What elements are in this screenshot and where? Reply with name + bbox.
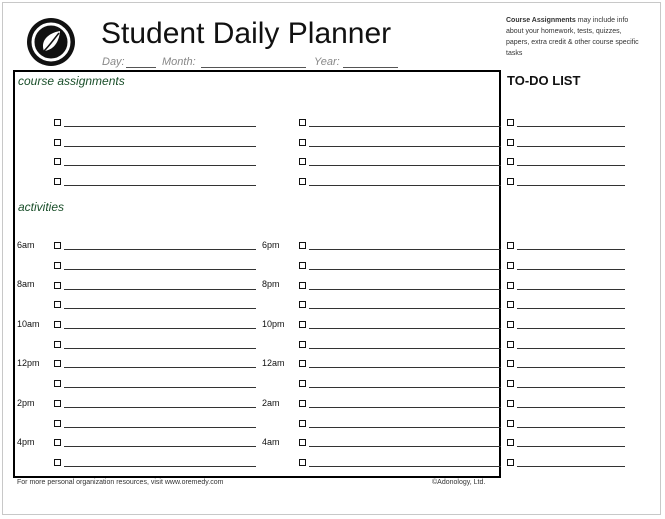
course-assignment-row [299,116,503,128]
activity-row [299,298,503,310]
write-line[interactable] [309,308,501,309]
checkbox-icon[interactable] [54,301,61,308]
write-line[interactable] [64,126,256,127]
checkbox-icon[interactable] [299,158,306,165]
write-line[interactable] [64,308,256,309]
course-assignment-row [54,116,258,128]
todo-row [507,338,627,350]
checkbox-icon[interactable] [299,119,306,126]
write-line[interactable] [309,126,501,127]
todo-row [507,397,627,409]
write-line[interactable] [517,289,625,290]
checkbox-icon[interactable] [299,400,306,407]
write-line[interactable] [517,185,625,186]
activity-row [54,357,258,369]
write-line[interactable] [517,328,625,329]
todo-row [507,436,627,448]
course-assignment-row [299,136,503,148]
time-label-left: 6am [17,240,35,250]
checkbox-icon[interactable] [507,459,514,466]
write-line[interactable] [517,269,625,270]
write-line[interactable] [64,466,256,467]
todo-row [507,318,627,330]
todo-row [507,298,627,310]
write-line[interactable] [64,289,256,290]
course-assignment-row [54,175,258,187]
course-assignment-row [54,155,258,167]
page-title: Student Daily Planner [101,17,392,50]
checkbox-icon[interactable] [54,459,61,466]
checkbox-icon[interactable] [507,360,514,367]
write-line[interactable] [517,427,625,428]
checkbox-icon[interactable] [299,439,306,446]
side-note-bold: Course Assignments [506,17,576,24]
checkbox-icon[interactable] [299,321,306,328]
course-assignment-row [299,175,503,187]
checkbox-icon[interactable] [507,139,514,146]
activity-row [299,417,503,429]
todo-list-heading: TO-DO LIST [507,73,581,88]
course-assignment-row [299,155,503,167]
write-line[interactable] [517,249,625,250]
time-label-right: 8pm [262,279,280,289]
checkbox-icon[interactable] [507,178,514,185]
todo-row [507,279,627,291]
activity-row [299,279,503,291]
month-label: Month: [162,56,196,68]
write-line[interactable] [309,249,501,250]
checkbox-icon[interactable] [299,262,306,269]
course-assignments-heading: course assignments [18,74,125,88]
checkbox-icon[interactable] [507,341,514,348]
checkbox-icon[interactable] [54,439,61,446]
course-assignment-row [54,136,258,148]
checkbox-icon[interactable] [54,262,61,269]
checkbox-icon[interactable] [507,282,514,289]
write-line[interactable] [64,387,256,388]
time-label-right: 2am [262,398,280,408]
year-label: Year: [314,56,340,68]
checkbox-icon[interactable] [54,139,61,146]
checkbox-icon[interactable] [299,341,306,348]
checkbox-icon[interactable] [54,400,61,407]
checkbox-icon[interactable] [507,380,514,387]
activity-row [54,318,258,330]
write-line[interactable] [64,165,256,166]
leaf-logo-icon [26,17,76,67]
checkbox-icon[interactable] [507,301,514,308]
time-label-right: 10pm [262,319,285,329]
write-line[interactable] [517,446,625,447]
checkbox-icon[interactable] [507,400,514,407]
checkbox-icon[interactable] [54,360,61,367]
activities-heading: activities [18,200,65,214]
write-line[interactable] [517,146,625,147]
checkbox-icon[interactable] [54,242,61,249]
time-label-right: 6pm [262,240,280,250]
checkbox-icon[interactable] [54,178,61,185]
write-line[interactable] [517,407,625,408]
write-line[interactable] [309,289,501,290]
activity-row [54,259,258,271]
checkbox-icon[interactable] [507,119,514,126]
todo-row [507,116,627,128]
write-line[interactable] [517,165,625,166]
activity-row [299,318,503,330]
todo-row [507,136,627,148]
checkbox-icon[interactable] [507,242,514,249]
write-line[interactable] [64,249,256,250]
write-line[interactable] [64,367,256,368]
write-line[interactable] [517,367,625,368]
write-line[interactable] [64,427,256,428]
checkbox-icon[interactable] [299,301,306,308]
checkbox-icon[interactable] [507,420,514,427]
write-line[interactable] [517,387,625,388]
activity-row [54,377,258,389]
write-line[interactable] [309,427,501,428]
write-line[interactable] [309,367,501,368]
todo-row [507,175,627,187]
activity-row [54,397,258,409]
write-line[interactable] [517,126,625,127]
activity-row [299,338,503,350]
todo-row [507,259,627,271]
activity-row [299,456,503,468]
time-label-left: 4pm [17,437,35,447]
time-label-left: 8am [17,279,35,289]
activity-row [299,377,503,389]
checkbox-icon[interactable] [507,439,514,446]
checkbox-icon[interactable] [299,282,306,289]
activity-row [54,338,258,350]
checkbox-icon[interactable] [299,380,306,387]
time-label-right: 12am [262,358,285,368]
time-label-left: 12pm [17,358,40,368]
write-line[interactable] [309,328,501,329]
todo-row [507,417,627,429]
checkbox-icon[interactable] [507,262,514,269]
checkbox-icon[interactable] [299,360,306,367]
write-line[interactable] [517,308,625,309]
write-line[interactable] [309,466,501,467]
activity-row [54,279,258,291]
write-line[interactable] [64,185,256,186]
checkbox-icon[interactable] [507,158,514,165]
todo-row [507,357,627,369]
activity-row [299,239,503,251]
write-line[interactable] [64,146,256,147]
todo-row [507,456,627,468]
todo-row [507,239,627,251]
activity-row [299,397,503,409]
activity-row [299,259,503,271]
checkbox-icon[interactable] [54,321,61,328]
write-line[interactable] [64,328,256,329]
todo-row [507,155,627,167]
write-line[interactable] [309,446,501,447]
checkbox-icon[interactable] [54,158,61,165]
checkbox-icon[interactable] [54,341,61,348]
write-line[interactable] [309,146,501,147]
footer-left: For more personal organization resources, visit www.oremedy.com [17,479,224,486]
checkbox-icon[interactable] [54,119,61,126]
write-line[interactable] [309,387,501,388]
checkbox-icon[interactable] [54,282,61,289]
side-note [506,15,646,59]
time-label-left: 2pm [17,398,35,408]
write-line[interactable] [517,466,625,467]
day-field[interactable] [126,67,156,68]
write-line[interactable] [309,269,501,270]
footer-right: ©Adonology, Ltd. [432,479,486,486]
todo-row [507,377,627,389]
write-line[interactable] [517,348,625,349]
write-line[interactable] [309,165,501,166]
write-line[interactable] [309,185,501,186]
write-line[interactable] [309,407,501,408]
checkbox-icon[interactable] [54,380,61,387]
write-line[interactable] [64,407,256,408]
day-label: Day: [102,56,125,68]
write-line[interactable] [64,348,256,349]
activity-row [299,436,503,448]
time-label-right: 4am [262,437,280,447]
activity-row [54,436,258,448]
activity-row [54,456,258,468]
write-line[interactable] [64,269,256,270]
side-note-text: may include info about your homework, tests, quizzes, papers, extra credit & other course specific tasks [506,17,639,57]
write-line[interactable] [64,446,256,447]
checkbox-icon[interactable] [299,459,306,466]
checkbox-icon[interactable] [299,139,306,146]
write-line[interactable] [309,348,501,349]
month-field[interactable] [201,67,306,68]
checkbox-icon[interactable] [507,321,514,328]
activity-row [54,239,258,251]
activity-row [54,298,258,310]
checkbox-icon[interactable] [54,420,61,427]
checkbox-icon[interactable] [299,420,306,427]
checkbox-icon[interactable] [299,178,306,185]
activity-row [54,417,258,429]
activity-row [299,357,503,369]
time-label-left: 10am [17,319,40,329]
checkbox-icon[interactable] [299,242,306,249]
year-field[interactable] [343,67,398,68]
